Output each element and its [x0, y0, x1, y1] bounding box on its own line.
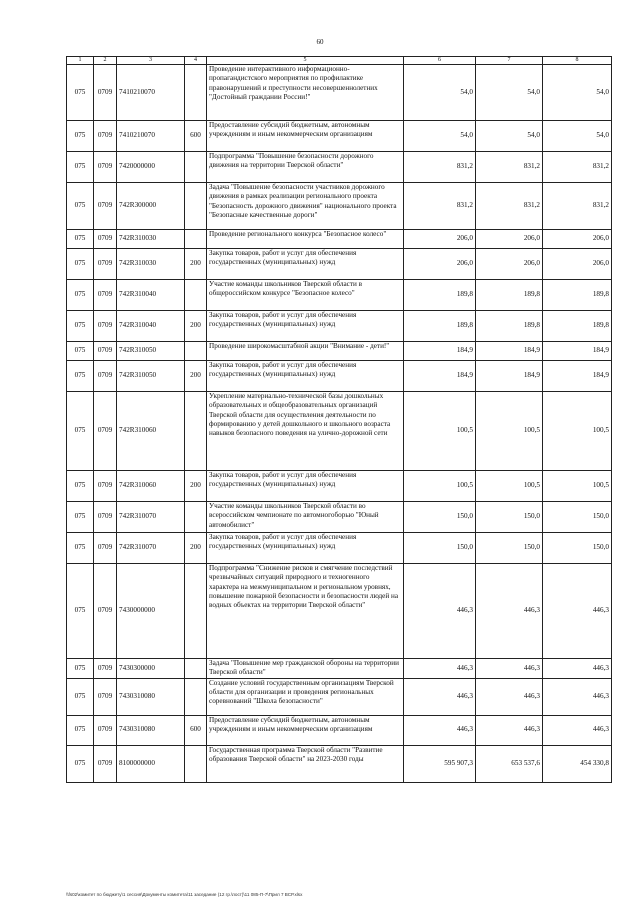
amount-2025: 100,5 [476, 471, 543, 502]
item-description: Задача "Повышение мер гражданской обороны на территории Тверской области" [207, 659, 404, 679]
budget-admin-code: 075 [67, 121, 94, 152]
item-description: Проведение регионального конкурса "Безопасное колесо" [207, 230, 404, 249]
item-description: Укрепление материально-технической базы дошкольных образовательных и общеобразовательных организаций Тверской области для осуществления деятельности по формированию у детей дошкольного и школьного возраста навыков безопасного поведения на улично-дорожной сети [207, 392, 404, 471]
amount-2025: 831,2 [476, 183, 543, 230]
table-row [67, 392, 612, 471]
item-description: Проведение широкомасштабной акции "Внимание - дети!" [207, 342, 404, 361]
table-row [67, 533, 612, 564]
section-code: 0709 [94, 65, 117, 121]
budget-admin-code: 075 [67, 152, 94, 183]
header-cell: 3 [117, 57, 185, 65]
budget-admin-code: 075 [67, 183, 94, 230]
amount-2024: 184,9 [404, 342, 476, 361]
budget-admin-code: 075 [67, 311, 94, 342]
header-cell: 7 [476, 57, 543, 65]
page-number: 60 [316, 38, 324, 46]
table-row [67, 152, 612, 183]
amount-2026: 184,9 [543, 342, 612, 361]
amount-2026: 150,0 [543, 502, 612, 533]
target-article-code: 7430310080 [117, 678, 185, 715]
amount-2026: 446,3 [543, 564, 612, 659]
expense-type-code [185, 564, 207, 659]
target-article-code: 742R310030 [117, 249, 185, 280]
item-description: Предоставление субсидий бюджетным, автономным учреждениям и иным некоммерческим организациям [207, 715, 404, 745]
budget-admin-code: 075 [67, 533, 94, 564]
section-code: 0709 [94, 361, 117, 392]
expense-type-code: 200 [185, 249, 207, 280]
budget-admin-code: 075 [67, 280, 94, 311]
table-row [67, 564, 612, 659]
budget-admin-code: 075 [67, 392, 94, 471]
section-code: 0709 [94, 392, 117, 471]
target-article-code: 742R310070 [117, 533, 185, 564]
table-row [67, 249, 612, 280]
amount-2026: 54,0 [543, 65, 612, 121]
budget-admin-code: 075 [67, 678, 94, 715]
target-article-code: 7430310080 [117, 715, 185, 745]
section-code: 0709 [94, 659, 117, 679]
amount-2024: 446,3 [404, 678, 476, 715]
expense-type-code [185, 342, 207, 361]
header-cell: 6 [404, 57, 476, 65]
file-path-footer: \\fs02\комитет по бюджету\1 сессия\Документы комитета\11 заседание (12 гр.\пост)\11 085-П-7\Прил 7 ВСР.xlsx [66, 892, 303, 897]
expense-type-code [185, 152, 207, 183]
amount-2025: 150,0 [476, 533, 543, 564]
item-description: Участие команды школьников Тверской области во всероссийском чемпионате по автомногоборью "Юный автомобилист" [207, 502, 404, 533]
amount-2026: 100,5 [543, 471, 612, 502]
amount-2025: 54,0 [476, 121, 543, 152]
amount-2025: 189,8 [476, 280, 543, 311]
section-code: 0709 [94, 311, 117, 342]
expense-type-code: 200 [185, 361, 207, 392]
section-code: 0709 [94, 533, 117, 564]
target-article-code: 742R310060 [117, 392, 185, 471]
expense-type-code [185, 745, 207, 782]
amount-2025: 189,8 [476, 311, 543, 342]
header-cell: 8 [543, 57, 612, 65]
target-article-code: 742R300000 [117, 183, 185, 230]
expense-type-code: 200 [185, 311, 207, 342]
item-description: Закупка товаров, работ и услуг для обеспечения государственных (муниципальных) нужд [207, 249, 404, 280]
expense-type-code: 200 [185, 533, 207, 564]
header-cell: 2 [94, 57, 117, 65]
target-article-code: 7420000000 [117, 152, 185, 183]
expense-type-code: 600 [185, 715, 207, 745]
amount-2024: 100,5 [404, 392, 476, 471]
budget-admin-code: 075 [67, 659, 94, 679]
amount-2025: 446,3 [476, 564, 543, 659]
expense-type-code: 200 [185, 471, 207, 502]
amount-2025: 184,9 [476, 361, 543, 392]
amount-2026: 206,0 [543, 230, 612, 249]
budget-admin-code: 075 [67, 249, 94, 280]
budget-admin-code: 075 [67, 715, 94, 745]
amount-2024: 189,8 [404, 280, 476, 311]
table-row [67, 183, 612, 230]
amount-2025: 100,5 [476, 392, 543, 471]
amount-2025: 206,0 [476, 230, 543, 249]
target-article-code: 742R310030 [117, 230, 185, 249]
target-article-code: 8100000000 [117, 745, 185, 782]
amount-2024: 206,0 [404, 230, 476, 249]
section-code: 0709 [94, 715, 117, 745]
expense-type-code [185, 65, 207, 121]
table-row [67, 230, 612, 249]
target-article-code: 742R310050 [117, 361, 185, 392]
target-article-code: 742R310070 [117, 502, 185, 533]
item-description: Подпрограмма "Повышение безопасности дорожного движения на территории Тверской области" [207, 152, 404, 183]
budget-admin-code: 075 [67, 361, 94, 392]
item-description: Задача "Повышение безопасности участников дорожного движения в рамках реализации регионального проекта "Безопасность дорожного движения" национального проекта "Безопасные качественные дороги" [207, 183, 404, 230]
amount-2026: 446,3 [543, 715, 612, 745]
budget-admin-code: 075 [67, 564, 94, 659]
table-row [67, 745, 612, 782]
amount-2026: 150,0 [543, 533, 612, 564]
item-description: Закупка товаров, работ и услуг для обеспечения государственных (муниципальных) нужд [207, 533, 404, 564]
amount-2025: 446,3 [476, 678, 543, 715]
expense-type-code [185, 183, 207, 230]
item-description: Создание условий государственным организациям Тверской области для организации и проведения региональных соревнований "Школа безопасности" [207, 678, 404, 715]
target-article-code: 742R310040 [117, 311, 185, 342]
expense-type-code [185, 502, 207, 533]
target-article-code: 742R310050 [117, 342, 185, 361]
amount-2024: 54,0 [404, 121, 476, 152]
section-code: 0709 [94, 678, 117, 715]
amount-2025: 653 537,6 [476, 745, 543, 782]
amount-2024: 595 907,3 [404, 745, 476, 782]
amount-2024: 150,0 [404, 502, 476, 533]
item-description: Закупка товаров, работ и услуг для обеспечения государственных (муниципальных) нужд [207, 471, 404, 502]
budget-admin-code: 075 [67, 230, 94, 249]
budget-admin-code: 075 [67, 745, 94, 782]
budget-admin-code: 075 [67, 342, 94, 361]
amount-2025: 54,0 [476, 65, 543, 121]
item-description: Закупка товаров, работ и услуг для обеспечения государственных (муниципальных) нужд [207, 311, 404, 342]
section-code: 0709 [94, 230, 117, 249]
amount-2026: 100,5 [543, 392, 612, 471]
table-row [67, 121, 612, 152]
amount-2024: 184,9 [404, 361, 476, 392]
table-row [67, 659, 612, 679]
target-article-code: 7410210070 [117, 65, 185, 121]
table-row [67, 502, 612, 533]
amount-2024: 446,3 [404, 659, 476, 679]
amount-2024: 446,3 [404, 715, 476, 745]
column-number-row [67, 57, 612, 65]
item-description: Участие команды школьников Тверской области в общероссийском конкурсе "Безопасное колесо" [207, 280, 404, 311]
amount-2026: 54,0 [543, 121, 612, 152]
item-description: Предоставление субсидий бюджетным, автономным учреждениям и иным некоммерческим организациям [207, 121, 404, 152]
item-description: Закупка товаров, работ и услуг для обеспечения государственных (муниципальных) нужд [207, 361, 404, 392]
section-code: 0709 [94, 249, 117, 280]
amount-2025: 831,2 [476, 152, 543, 183]
expense-type-code [185, 230, 207, 249]
table-row [67, 361, 612, 392]
expense-type-code [185, 678, 207, 715]
amount-2026: 184,9 [543, 361, 612, 392]
amount-2025: 184,9 [476, 342, 543, 361]
section-code: 0709 [94, 564, 117, 659]
amount-2026: 189,8 [543, 280, 612, 311]
amount-2024: 446,3 [404, 564, 476, 659]
expense-type-code [185, 280, 207, 311]
target-article-code: 742R310040 [117, 280, 185, 311]
table-row [67, 65, 612, 121]
amount-2024: 100,5 [404, 471, 476, 502]
table-row [67, 342, 612, 361]
amount-2025: 150,0 [476, 502, 543, 533]
expense-type-code [185, 659, 207, 679]
amount-2025: 206,0 [476, 249, 543, 280]
table-row [67, 678, 612, 715]
item-description: Подпрограмма "Снижение рисков и смягчение последствий чрезвычайных ситуаций природного и техногенного характера на межмуниципальном и региональном уровнях, повышение пожарной безопасности и безопасности людей на водных объектах на территории Тверской области" [207, 564, 404, 659]
table-row [67, 471, 612, 502]
section-code: 0709 [94, 183, 117, 230]
table-row [67, 311, 612, 342]
item-description: Государственная программа Тверской области "Развитие образования Тверской области" на 2023-2030 годы [207, 745, 404, 782]
section-code: 0709 [94, 342, 117, 361]
amount-2026: 831,2 [543, 183, 612, 230]
budget-admin-code: 075 [67, 65, 94, 121]
budget-table [66, 56, 612, 783]
table-row [67, 280, 612, 311]
amount-2024: 189,8 [404, 311, 476, 342]
amount-2026: 446,3 [543, 659, 612, 679]
target-article-code: 7410210070 [117, 121, 185, 152]
amount-2026: 189,8 [543, 311, 612, 342]
amount-2026: 831,2 [543, 152, 612, 183]
budget-admin-code: 075 [67, 471, 94, 502]
header-cell: 5 [207, 57, 404, 65]
section-code: 0709 [94, 152, 117, 183]
item-description: Проведение интерактивного информационно-пропагандистского мероприятия по профилактике правонарушений и преступности несовершеннолетних "Достойный граждании России!" [207, 65, 404, 121]
budget-admin-code: 075 [67, 502, 94, 533]
section-code: 0709 [94, 280, 117, 311]
amount-2024: 150,0 [404, 533, 476, 564]
amount-2025: 446,3 [476, 659, 543, 679]
amount-2024: 831,2 [404, 152, 476, 183]
header-cell: 1 [67, 57, 94, 65]
amount-2024: 831,2 [404, 183, 476, 230]
table-row [67, 715, 612, 745]
amount-2025: 446,3 [476, 715, 543, 745]
amount-2024: 206,0 [404, 249, 476, 280]
expense-type-code: 600 [185, 121, 207, 152]
section-code: 0709 [94, 121, 117, 152]
amount-2026: 206,0 [543, 249, 612, 280]
target-article-code: 7430000000 [117, 564, 185, 659]
target-article-code: 742R310060 [117, 471, 185, 502]
amount-2026: 446,3 [543, 678, 612, 715]
section-code: 0709 [94, 471, 117, 502]
section-code: 0709 [94, 745, 117, 782]
header-cell: 4 [185, 57, 207, 65]
target-article-code: 7430300000 [117, 659, 185, 679]
section-code: 0709 [94, 502, 117, 533]
amount-2024: 54,0 [404, 65, 476, 121]
expense-type-code [185, 392, 207, 471]
amount-2026: 454 330,8 [543, 745, 612, 782]
